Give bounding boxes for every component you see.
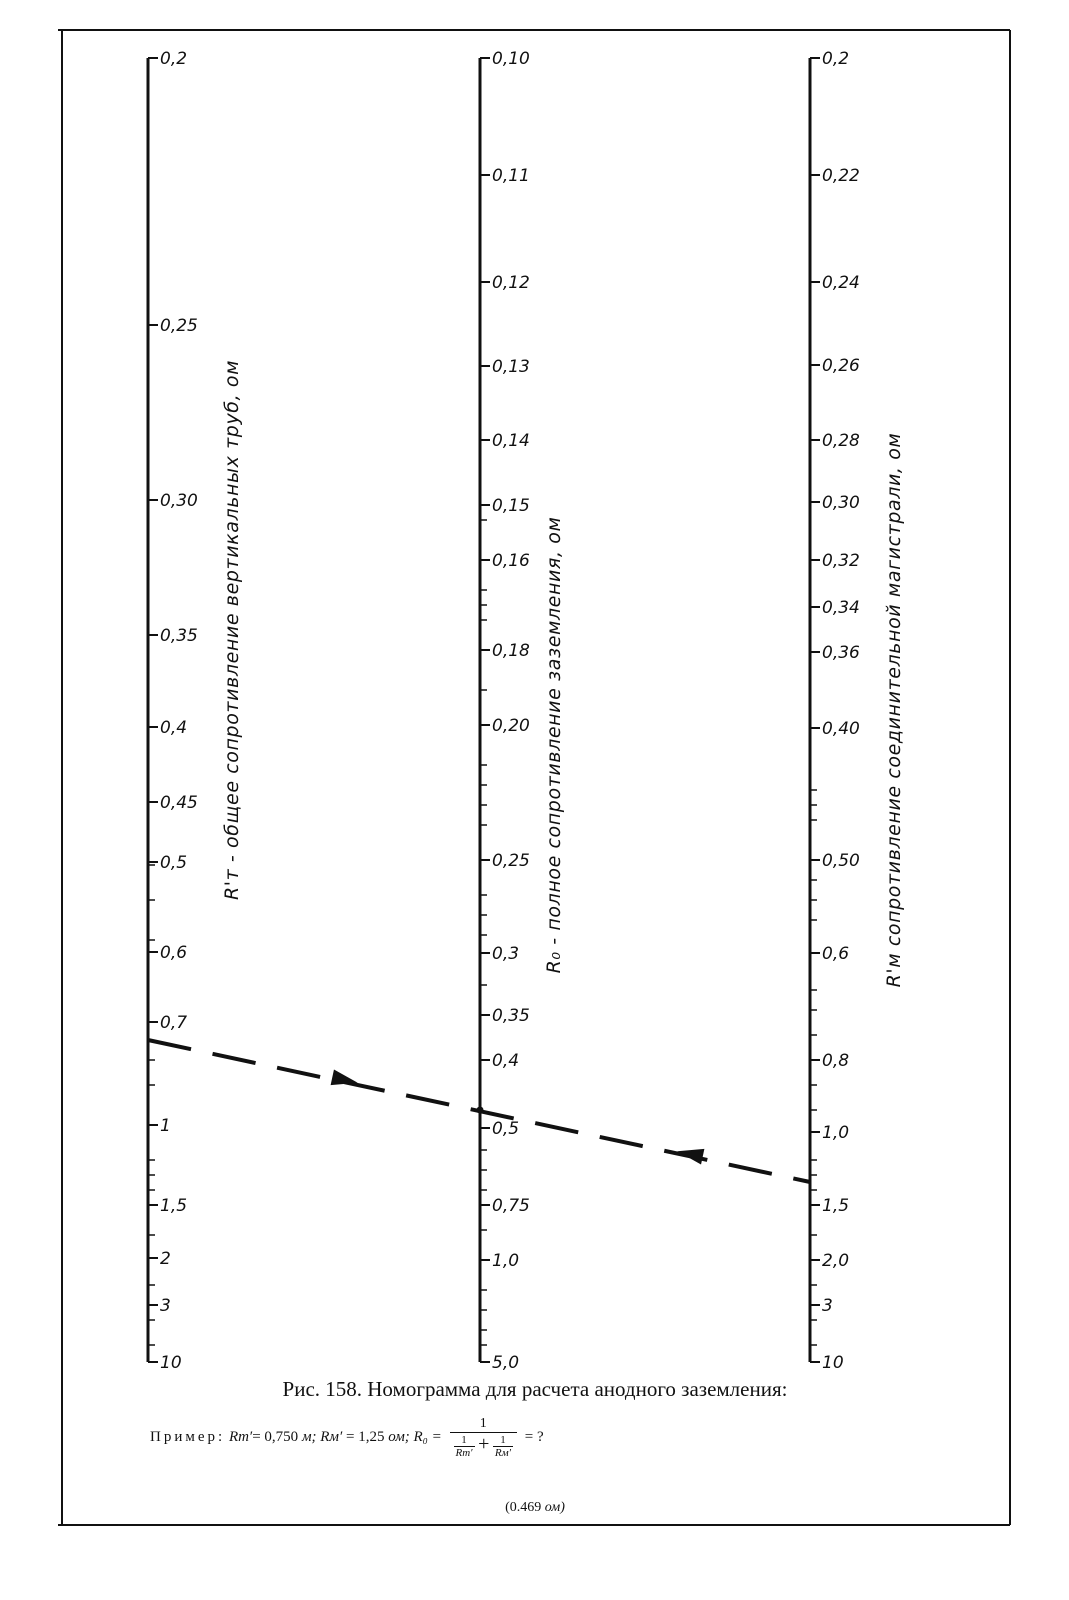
right-tick-label: 0,24 xyxy=(822,273,860,293)
rm-symbol: Rм′ xyxy=(320,1429,343,1446)
right-tick-label: 0,28 xyxy=(822,431,860,451)
right-tick-label: 0,26 xyxy=(822,356,860,376)
rt-symbol: Rт′ xyxy=(228,1429,253,1446)
example-formula xyxy=(150,1416,910,1459)
right-tick-label: 0,32 xyxy=(822,551,860,571)
left-tick-label: 0,7 xyxy=(160,1013,188,1033)
middle-tick-label: 0,13 xyxy=(492,357,530,377)
fraction-numerator: 1 xyxy=(450,1416,518,1433)
middle-scale-title: R₀ - полное сопротивление заземления, ом xyxy=(543,516,565,974)
left-tick-label: 0,6 xyxy=(160,943,188,963)
right-tick-label: 0,30 xyxy=(822,493,860,513)
middle-tick-label: 0,18 xyxy=(492,641,530,661)
left-tick-label: 1 xyxy=(160,1116,171,1136)
rt-reciprocal xyxy=(454,1434,475,1459)
middle-tick-label: 5,0 xyxy=(492,1353,520,1373)
middle-tick-label: 0,20 xyxy=(492,716,530,736)
middle-tick-label: 0,5 xyxy=(492,1119,520,1139)
right-tick-label: 0,6 xyxy=(822,944,850,964)
rm-reciprocal-num: 1 xyxy=(493,1434,513,1447)
right-tick-label: 10 xyxy=(822,1353,844,1373)
middle-tick-label: 0,11 xyxy=(492,166,530,186)
answer-value: (0.469 xyxy=(505,1500,542,1515)
middle-tick-label: 0,12 xyxy=(492,273,530,293)
rt-reciprocal-den: Rт′ xyxy=(455,1447,473,1460)
intersection-dot xyxy=(477,1107,484,1114)
rt-unit: м; xyxy=(301,1429,317,1446)
r0-symbol: R₀ = xyxy=(413,1429,442,1446)
rt-value: = 0,750 xyxy=(252,1429,299,1446)
middle-tick-label: 1,0 xyxy=(492,1251,520,1271)
middle-tick-label: 0,75 xyxy=(492,1196,530,1216)
right-tick-label: 2,0 xyxy=(822,1251,850,1271)
left-tick-label: 0,25 xyxy=(160,316,198,336)
arrow-right-icon xyxy=(331,1069,358,1085)
left-scale-title: R'т - общее сопротивление вертикальных труб, ом xyxy=(221,359,243,901)
right-tick-label: 0,34 xyxy=(822,598,860,618)
main-fraction xyxy=(450,1416,518,1459)
right-tick-label: 3 xyxy=(822,1296,833,1316)
right-scale-title: R'м сопротивление соединительной магистрали, ом xyxy=(883,432,905,988)
example-label: Пример: xyxy=(150,1429,226,1446)
right-tick-label: 0,2 xyxy=(822,49,850,69)
middle-tick-label: 0,35 xyxy=(492,1006,530,1026)
fraction-denominator xyxy=(450,1433,518,1459)
middle-tick-label: 0,14 xyxy=(492,431,530,451)
right-tick-label: 0,40 xyxy=(822,719,860,739)
right-tick-label: 0,22 xyxy=(822,166,860,186)
middle-tick-label: 0,25 xyxy=(492,851,530,871)
rt-reciprocal-num: 1 xyxy=(454,1434,475,1447)
answer xyxy=(60,1500,1010,1516)
middle-tick-label: 0,3 xyxy=(492,944,520,964)
right-tick-label: 1,0 xyxy=(822,1123,850,1143)
middle-tick-label: 0,10 xyxy=(492,49,530,69)
rm-value: = 1,25 xyxy=(346,1429,385,1446)
rm-reciprocal-den: Rм′ xyxy=(494,1447,512,1460)
middle-tick-label: 0,15 xyxy=(492,496,530,516)
left-tick-label: 0,35 xyxy=(160,626,198,646)
left-tick-label: 0,45 xyxy=(160,793,198,813)
right-tick-label: 0,50 xyxy=(822,851,860,871)
arrow-left-icon xyxy=(677,1149,704,1165)
plus-sign: + xyxy=(478,1433,490,1455)
left-tick-label: 0,4 xyxy=(160,718,188,738)
right-tick-label: 1,5 xyxy=(822,1196,850,1216)
rm-reciprocal xyxy=(493,1434,513,1459)
left-tick-label: 10 xyxy=(160,1353,182,1373)
answer-unit: ом) xyxy=(544,1500,565,1515)
left-tick-label: 2 xyxy=(160,1249,171,1269)
left-tick-label: 0,2 xyxy=(160,49,188,69)
left-tick-label: 3 xyxy=(160,1296,171,1316)
right-tick-label: 0,36 xyxy=(822,643,860,663)
left-tick-label: 1,5 xyxy=(160,1196,188,1216)
figure-caption: Рис. 158. Номограмма для расчета анодного заземления: xyxy=(282,1377,788,1401)
left-tick-label: 0,5 xyxy=(160,853,188,873)
right-tick-label: 0,8 xyxy=(822,1051,850,1071)
rm-unit: ом; xyxy=(388,1429,410,1446)
middle-tick-label: 0,4 xyxy=(492,1051,520,1071)
left-tick-label: 0,30 xyxy=(160,491,198,511)
middle-tick-label: 0,16 xyxy=(492,551,530,571)
question-mark: = ? xyxy=(524,1429,544,1446)
